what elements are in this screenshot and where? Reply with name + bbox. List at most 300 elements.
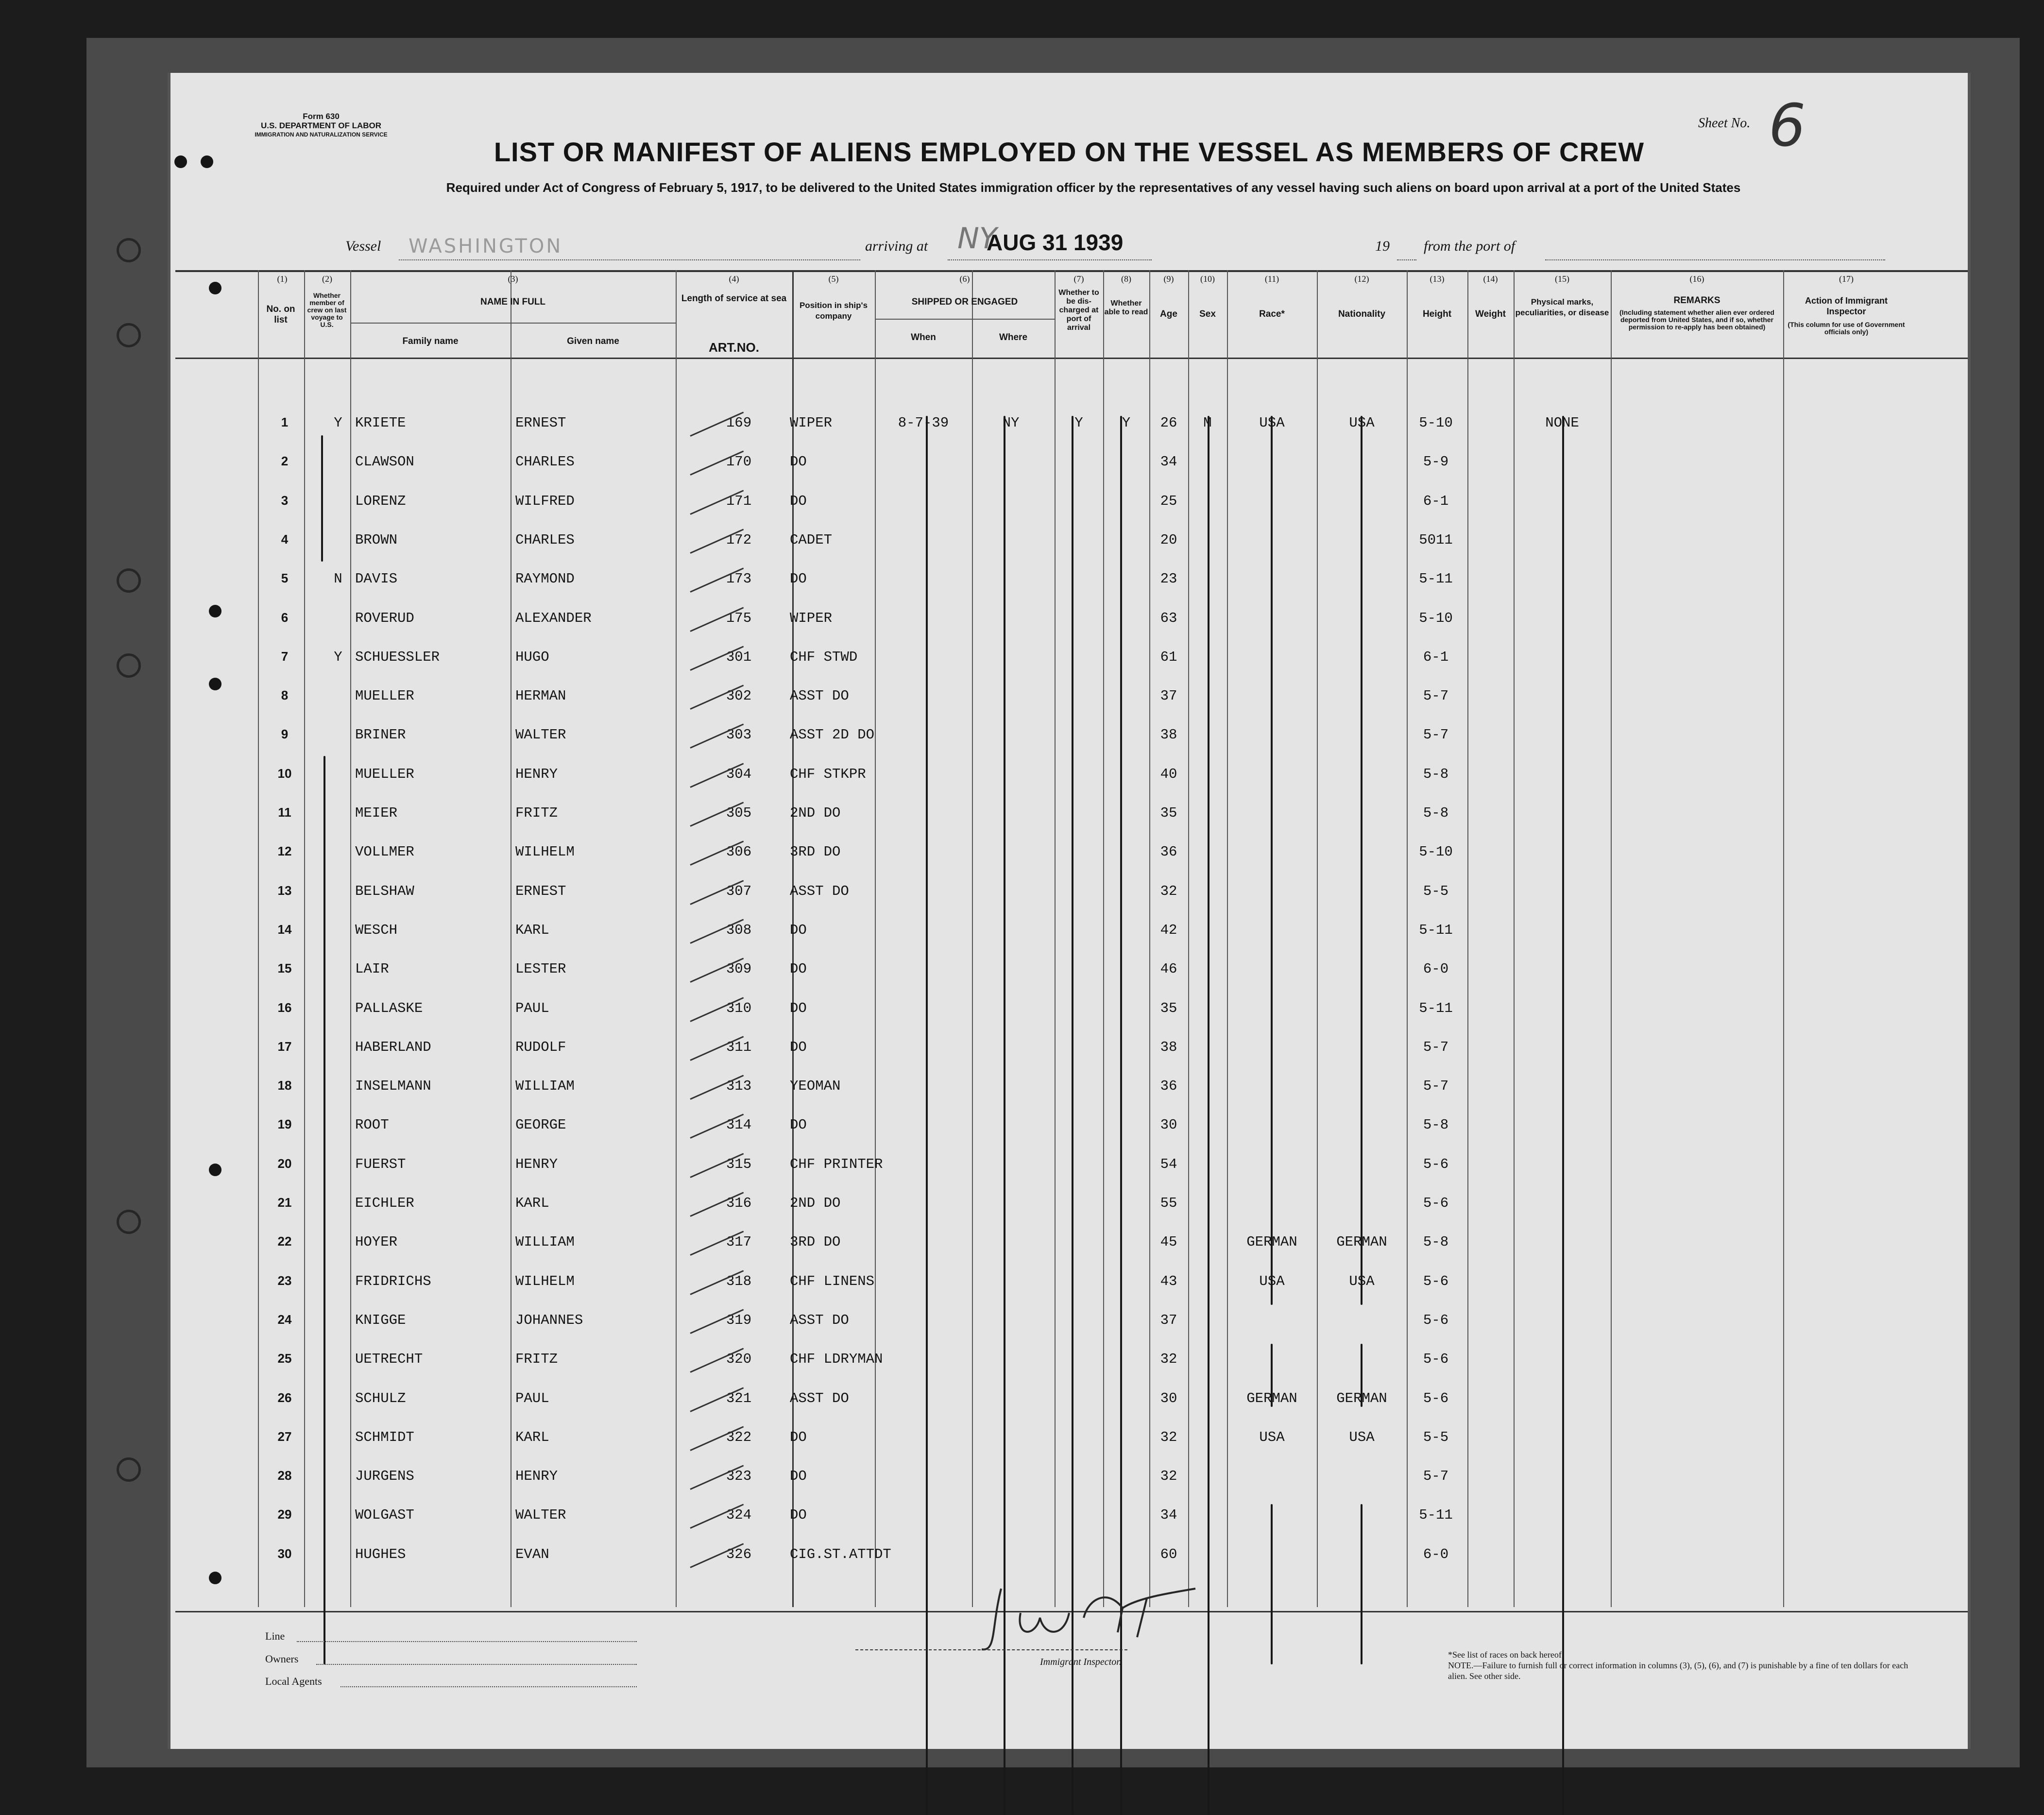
family-name-cell: BELSHAW xyxy=(355,883,414,899)
position-cell: ASST DO xyxy=(790,1390,849,1406)
position-cell: DO xyxy=(790,454,807,470)
form-number: Form 630 xyxy=(303,112,340,121)
position-cell: CADET xyxy=(790,531,833,548)
given-name-cell: WILHELM xyxy=(515,844,575,860)
family-name-cell: CLAWSON xyxy=(355,454,414,470)
age-cell: 61 xyxy=(1160,649,1177,665)
age-cell: 54 xyxy=(1160,1156,1177,1172)
family-name-cell: WESCH xyxy=(355,922,398,938)
able-to-read-cell: Y xyxy=(1122,415,1131,431)
height-cell: 5-11 xyxy=(1419,1507,1453,1524)
physical-marks-cell: NONE xyxy=(1545,415,1579,431)
given-name-cell: GEORGE xyxy=(515,1117,566,1133)
row-number: 12 xyxy=(277,844,292,859)
header-nationality: Nationality xyxy=(1338,309,1386,319)
binder-ring xyxy=(117,323,141,347)
age-cell: 32 xyxy=(1160,1468,1177,1485)
crew-table xyxy=(175,270,1968,1607)
row-number: 25 xyxy=(277,1351,292,1366)
row-number: 18 xyxy=(277,1078,292,1093)
art-no-cell: 320 xyxy=(726,1351,752,1368)
height-cell: 6-0 xyxy=(1423,961,1449,977)
family-name-cell: MUELLER xyxy=(355,766,414,782)
vessel-name-field xyxy=(399,235,860,260)
given-name-cell: HENRY xyxy=(515,766,558,782)
given-name-cell: HENRY xyxy=(515,1156,558,1172)
header-given-name: Given name xyxy=(567,336,619,346)
col-num-8: (8) xyxy=(1121,274,1131,284)
row-number: 26 xyxy=(277,1390,292,1405)
position-cell: DO xyxy=(790,1000,807,1016)
row-number: 8 xyxy=(281,688,289,703)
art-no-cell: 301 xyxy=(726,649,752,665)
family-name-cell: LAIR xyxy=(355,961,389,977)
position-cell: WIPER xyxy=(790,415,833,431)
ditto-mark xyxy=(926,416,928,1815)
position-cell: DO xyxy=(790,493,807,509)
binder-ring xyxy=(117,568,141,593)
height-cell: 5-6 xyxy=(1423,1351,1449,1368)
age-cell: 55 xyxy=(1160,1195,1177,1211)
height-cell: 6-0 xyxy=(1423,1546,1449,1562)
row-number: 11 xyxy=(278,805,291,820)
family-name-cell: EICHLER xyxy=(355,1195,414,1211)
age-cell: 46 xyxy=(1160,961,1177,977)
position-cell: WIPER xyxy=(790,610,833,626)
row-number: 14 xyxy=(277,922,292,937)
age-cell: 36 xyxy=(1160,1078,1177,1095)
given-name-cell: JOHANNES xyxy=(515,1312,583,1328)
local-agents-field xyxy=(341,1686,637,1687)
race-cell: USA xyxy=(1259,415,1285,431)
col-num-6: (6) xyxy=(959,274,970,284)
given-name-cell: WILLIAM xyxy=(515,1078,575,1095)
family-name-cell: FUERST xyxy=(355,1156,406,1172)
art-no-cell: 304 xyxy=(726,766,752,782)
row-number: 1 xyxy=(281,415,289,429)
position-cell: CHF PRINTER xyxy=(790,1156,883,1172)
height-cell: 5-11 xyxy=(1419,571,1453,587)
header-remarks-note: (Including statement whether alien ever ordered deported from United States, and if so, whether permission to re-apply has been obtained) xyxy=(1619,308,1774,331)
position-cell: DO xyxy=(790,1468,807,1485)
height-cell: 5-8 xyxy=(1423,766,1449,782)
family-name-cell: BROWN xyxy=(355,531,398,548)
header-no-on-list: No. on list xyxy=(266,304,295,325)
row-number: 16 xyxy=(277,1000,292,1015)
family-name-cell: JURGENS xyxy=(355,1468,414,1485)
height-cell: 5-11 xyxy=(1419,922,1453,938)
year-field xyxy=(1397,238,1416,260)
family-name-cell: SCHUESSLER xyxy=(355,649,440,665)
height-cell: 5-7 xyxy=(1423,688,1449,704)
art-no-cell: 305 xyxy=(726,805,752,821)
given-name-cell: WILLIAM xyxy=(515,1234,575,1250)
punch-hole xyxy=(209,282,221,294)
from-port-field xyxy=(1545,238,1885,260)
owners-field xyxy=(316,1664,637,1665)
family-name-cell: BRINER xyxy=(355,727,406,743)
col-num-3: (3) xyxy=(508,274,518,284)
col-num-17: (17) xyxy=(1839,274,1854,284)
age-cell: 34 xyxy=(1160,454,1177,470)
position-cell: DO xyxy=(790,1117,807,1133)
age-cell: 40 xyxy=(1160,766,1177,782)
col-num-7: (7) xyxy=(1073,274,1084,284)
ditto-mark xyxy=(1208,416,1209,1815)
art-no-cell: 321 xyxy=(726,1390,752,1406)
position-cell: DO xyxy=(790,961,807,977)
col-num-13: (13) xyxy=(1430,274,1445,284)
age-cell: 45 xyxy=(1160,1234,1177,1250)
family-name-cell: KNIGGE xyxy=(355,1312,406,1328)
position-cell: CHF STKPR xyxy=(790,766,866,782)
age-cell: 30 xyxy=(1160,1117,1177,1133)
age-cell: 32 xyxy=(1160,883,1177,899)
position-cell: CHF STWD xyxy=(790,649,858,665)
height-cell: 5-10 xyxy=(1419,610,1453,626)
col-num-2: (2) xyxy=(322,274,332,284)
family-name-cell: KRIETE xyxy=(355,415,406,431)
header-position: Position in ship's company xyxy=(799,301,868,321)
art-no-cell: 302 xyxy=(726,688,752,704)
position-cell: CHF LINENS xyxy=(790,1273,875,1289)
sex-cell: M xyxy=(1203,415,1212,431)
art-no-cell: 319 xyxy=(726,1312,752,1328)
year-label: 19 xyxy=(1375,238,1390,254)
family-name-cell: SCHULZ xyxy=(355,1390,406,1406)
col-num-15: (15) xyxy=(1555,274,1569,284)
position-cell: DO xyxy=(790,1039,807,1055)
age-cell: 36 xyxy=(1160,844,1177,860)
header-able-to-read: Whether able to read xyxy=(1104,299,1148,316)
given-name-cell: WALTER xyxy=(515,1507,566,1524)
row-number: 30 xyxy=(277,1546,292,1561)
given-name-cell: EVAN xyxy=(515,1546,549,1562)
family-name-cell: ROVERUD xyxy=(355,610,414,626)
given-name-cell: WILHELM xyxy=(515,1273,575,1289)
height-cell: 5-11 xyxy=(1419,1000,1453,1016)
punch-hole xyxy=(209,678,221,690)
page-title: LIST OR MANIFEST OF ALIENS EMPLOYED ON THE VESSEL AS MEMBERS OF CREW xyxy=(494,137,1645,167)
races-note: *See list of races on back hereof. xyxy=(1448,1650,1564,1660)
age-cell: 30 xyxy=(1160,1390,1177,1406)
given-name-cell: ERNEST xyxy=(515,415,566,431)
position-cell: ASST DO xyxy=(790,883,849,899)
col-num-16: (16) xyxy=(1689,274,1704,284)
height-cell: 5-6 xyxy=(1423,1156,1449,1172)
age-cell: 25 xyxy=(1160,493,1177,509)
art-no-cell: 173 xyxy=(726,571,752,587)
header-race: Race* xyxy=(1259,309,1285,319)
art-no-cell: 316 xyxy=(726,1195,752,1211)
art-no-cell: 322 xyxy=(726,1429,752,1445)
age-cell: 20 xyxy=(1160,531,1177,548)
ditto-mark xyxy=(1361,1504,1363,1664)
previous-voyage-cell: Y xyxy=(334,649,342,665)
given-name-cell: KARL xyxy=(515,922,549,938)
art-no-cell: 171 xyxy=(726,493,752,509)
col-num-4: (4) xyxy=(729,274,739,284)
height-cell: 5-6 xyxy=(1423,1273,1449,1289)
inspector-signature-line xyxy=(855,1649,1127,1650)
height-cell: 5-7 xyxy=(1423,1468,1449,1485)
department-name: U.S. DEPARTMENT OF LABOR xyxy=(260,121,382,130)
binder-ring xyxy=(117,653,141,678)
row-number: 17 xyxy=(277,1039,292,1054)
position-cell: CIG.ST.ATTDT xyxy=(790,1546,891,1562)
shipped-where-cell: NY xyxy=(1002,415,1020,431)
given-name-cell: KARL xyxy=(515,1195,549,1211)
art-no-cell: 314 xyxy=(726,1117,752,1133)
arriving-port: NY xyxy=(957,222,997,256)
art-no-cell: 175 xyxy=(726,610,752,626)
position-cell: DO xyxy=(790,1507,807,1524)
col-num-1: (1) xyxy=(277,274,288,284)
age-cell: 34 xyxy=(1160,1507,1177,1524)
header-previous-voyage: Whether member of crew on last voyage to U.S. xyxy=(307,291,347,328)
binder-ring xyxy=(117,1210,141,1234)
ditto-mark xyxy=(324,756,325,1664)
row-number: 4 xyxy=(281,531,289,547)
header-action: Action of Immigrant Inspector xyxy=(1805,296,1888,316)
nationality-cell: GERMAN xyxy=(1336,1390,1387,1406)
family-name-cell: HOYER xyxy=(355,1234,398,1250)
ditto-mark xyxy=(321,435,323,562)
age-cell: 63 xyxy=(1160,610,1177,626)
line-field xyxy=(297,1641,637,1642)
ditto-mark xyxy=(1271,1504,1273,1664)
row-number: 6 xyxy=(281,610,289,625)
family-name-cell: HABERLAND xyxy=(355,1039,431,1055)
height-cell: 6-1 xyxy=(1423,493,1449,509)
given-name-cell: HENRY xyxy=(515,1468,558,1485)
page-subtitle: Required under Act of Congress of February 5, 1917, to be delivered to the United States immigration officer by the representatives of any vessel having such aliens on board upon arrival at a port of the United States xyxy=(446,180,1741,195)
race-cell: USA xyxy=(1259,1273,1285,1289)
art-no-cell: 315 xyxy=(726,1156,752,1172)
local-agents-label: Local Agents xyxy=(265,1675,322,1687)
position-cell: DO xyxy=(790,571,807,587)
punch-hole xyxy=(209,1572,221,1584)
nationality-cell: USA xyxy=(1349,415,1375,431)
arriving-label: arriving at xyxy=(865,238,928,254)
age-cell: 37 xyxy=(1160,1312,1177,1328)
ditto-mark xyxy=(1562,416,1564,1815)
position-cell: 2ND DO xyxy=(790,1195,841,1211)
age-cell: 35 xyxy=(1160,805,1177,821)
position-cell: DO xyxy=(790,922,807,938)
col-num-12: (12) xyxy=(1354,274,1369,284)
given-name-cell: CHARLES xyxy=(515,454,575,470)
given-name-cell: LESTER xyxy=(515,961,566,977)
binder-ring xyxy=(117,238,141,262)
position-cell: 3RD DO xyxy=(790,844,841,860)
col-num-5: (5) xyxy=(828,274,839,284)
family-name-cell: MEIER xyxy=(355,805,398,821)
height-cell: 5-5 xyxy=(1423,883,1449,899)
height-cell: 5-7 xyxy=(1423,1039,1449,1055)
row-number: 23 xyxy=(277,1273,292,1288)
art-no-cell: 169 xyxy=(726,415,752,431)
given-name-cell: PAUL xyxy=(515,1390,549,1406)
shipped-when-cell: 8-7-39 xyxy=(898,415,949,431)
race-cell: GERMAN xyxy=(1246,1234,1297,1250)
age-cell: 60 xyxy=(1160,1546,1177,1562)
row-number: 22 xyxy=(277,1234,292,1249)
row-number: 19 xyxy=(277,1117,292,1132)
penalty-note: NOTE.—Failure to furnish full or correct information in columns (3), (5), (6), and (7) is punishable by a fine of ten dollars for each alien. See other side. xyxy=(1448,1661,1908,1681)
header-family-name: Family name xyxy=(402,336,459,346)
family-name-cell: SCHMIDT xyxy=(355,1429,414,1445)
art-no-cell: 313 xyxy=(726,1078,752,1095)
given-name-cell: KARL xyxy=(515,1429,549,1445)
row-number: 15 xyxy=(277,961,292,976)
art-no-cell: 307 xyxy=(726,883,752,899)
given-name-cell: ERNEST xyxy=(515,883,566,899)
age-cell: 37 xyxy=(1160,688,1177,704)
art-no-cell: 170 xyxy=(726,454,752,470)
position-cell: ASST DO xyxy=(790,1312,849,1328)
row-number: 20 xyxy=(277,1156,292,1171)
position-cell: ASST 2D DO xyxy=(790,727,875,743)
age-cell: 35 xyxy=(1160,1000,1177,1016)
given-name-cell: FRITZ xyxy=(515,805,558,821)
row-number: 21 xyxy=(277,1195,292,1210)
art-no-cell: 324 xyxy=(726,1507,752,1524)
age-cell: 23 xyxy=(1160,571,1177,587)
date-stamp: AUG 31 1939 xyxy=(987,230,1124,255)
family-name-cell: LORENZ xyxy=(355,493,406,509)
given-name-cell: FRITZ xyxy=(515,1351,558,1368)
previous-voyage-cell: Y xyxy=(334,415,342,431)
art-no-cell: 317 xyxy=(726,1234,752,1250)
header-when: When xyxy=(911,332,936,342)
given-name-cell: WALTER xyxy=(515,727,566,743)
row-number: 13 xyxy=(277,883,292,898)
age-cell: 42 xyxy=(1160,922,1177,938)
previous-voyage-cell: N xyxy=(334,571,342,587)
ditto-mark xyxy=(1361,416,1363,1305)
art-no-cell: 172 xyxy=(726,531,752,548)
col-num-14: (14) xyxy=(1483,274,1498,284)
header-discharged: Whether to be dis-charged at port of arrival xyxy=(1058,289,1099,332)
family-name-cell: PALLASKE xyxy=(355,1000,423,1016)
race-cell: USA xyxy=(1259,1429,1285,1445)
family-name-cell: FRIDRICHS xyxy=(355,1273,431,1289)
given-name-cell: WILFRED xyxy=(515,493,575,509)
col-num-11: (11) xyxy=(1264,274,1279,284)
position-cell: 3RD DO xyxy=(790,1234,841,1250)
punch-hole xyxy=(201,155,213,168)
col-num-9: (9) xyxy=(1163,274,1174,284)
sheet-label: Sheet No. xyxy=(1698,116,1751,131)
header-name-in-full: NAME IN FULL xyxy=(480,297,546,307)
line-label: Line xyxy=(265,1630,285,1642)
given-name-cell: ALEXANDER xyxy=(515,610,592,626)
inspector-label: Immigrant Inspector. xyxy=(1040,1657,1122,1667)
position-cell: 2ND DO xyxy=(790,805,841,821)
given-name-cell: HUGO xyxy=(515,649,549,665)
row-number: 27 xyxy=(277,1429,292,1444)
form-identifier xyxy=(243,112,399,139)
manifest-sheet xyxy=(168,73,1971,1749)
vessel-name: WASHINGTON xyxy=(409,235,563,257)
row-number: 24 xyxy=(277,1312,292,1327)
header-where: Where xyxy=(999,332,1028,342)
position-cell: ASST DO xyxy=(790,688,849,704)
family-name-cell: MUELLER xyxy=(355,688,414,704)
row-number: 10 xyxy=(277,766,292,781)
height-cell: 5-5 xyxy=(1423,1429,1449,1445)
discharged-cell: Y xyxy=(1074,415,1083,431)
art-no-cell: 311 xyxy=(726,1039,752,1055)
header-sex: Sex xyxy=(1199,309,1216,319)
row-number: 7 xyxy=(281,649,289,664)
height-cell: 5-10 xyxy=(1419,844,1453,860)
header-shipped: SHIPPED OR ENGAGED xyxy=(911,297,1018,307)
family-name-cell: WOLGAST xyxy=(355,1507,414,1524)
race-cell: GERMAN xyxy=(1246,1390,1297,1406)
ditto-mark xyxy=(1271,1344,1273,1407)
position-cell: CHF LDRYMAN xyxy=(790,1351,883,1368)
art-no-cell: 306 xyxy=(726,844,752,860)
position-cell: YEOMAN xyxy=(790,1078,841,1095)
sheet-number: 6 xyxy=(1769,92,1806,160)
ditto-mark xyxy=(1271,416,1273,1305)
height-cell: 5-7 xyxy=(1423,1078,1449,1095)
header-physical-marks: Physical marks, peculiarities, or disease xyxy=(1515,297,1609,317)
header-height: Height xyxy=(1422,309,1452,319)
position-cell: DO xyxy=(790,1429,807,1445)
punch-hole xyxy=(209,1164,221,1176)
nationality-cell: USA xyxy=(1349,1429,1375,1445)
header-remarks: REMARKS xyxy=(1673,295,1720,306)
header-action-note: (This column for use of Government officials only) xyxy=(1788,321,1905,336)
art-no-cell: 308 xyxy=(726,922,752,938)
service-name: IMMIGRATION AND NATURALIZATION SERVICE xyxy=(255,131,388,138)
height-cell: 5-8 xyxy=(1423,805,1449,821)
height-cell: 5-10 xyxy=(1419,415,1453,431)
height-cell: 5-8 xyxy=(1423,1117,1449,1133)
header-age: Age xyxy=(1160,309,1177,319)
given-name-cell: CHARLES xyxy=(515,531,575,548)
row-number: 3 xyxy=(281,493,289,508)
age-cell: 32 xyxy=(1160,1351,1177,1368)
given-name-cell: PAUL xyxy=(515,1000,549,1016)
vessel-label: Vessel xyxy=(345,238,381,254)
age-cell: 32 xyxy=(1160,1429,1177,1445)
nationality-cell: GERMAN xyxy=(1336,1234,1387,1250)
punch-hole xyxy=(209,605,221,617)
age-cell: 26 xyxy=(1160,415,1177,431)
from-port-label: from the port of xyxy=(1424,238,1516,254)
row-number: 2 xyxy=(281,454,289,469)
punch-hole xyxy=(174,155,187,168)
family-name-cell: HUGHES xyxy=(355,1546,406,1562)
height-cell: 6-1 xyxy=(1423,649,1449,665)
art-no-cell: 323 xyxy=(726,1468,752,1485)
col-num-10: (10) xyxy=(1200,274,1215,284)
row-number: 29 xyxy=(277,1507,292,1522)
height-cell: 5-7 xyxy=(1423,727,1449,743)
art-no-cell: 303 xyxy=(726,727,752,743)
family-name-cell: VOLLMER xyxy=(355,844,414,860)
art-no-cell: 310 xyxy=(726,1000,752,1016)
row-number: 5 xyxy=(281,571,289,586)
ditto-mark xyxy=(1361,1344,1363,1407)
nationality-cell: USA xyxy=(1349,1273,1375,1289)
given-name-cell: HERMAN xyxy=(515,688,566,704)
family-name-cell: ROOT xyxy=(355,1117,389,1133)
